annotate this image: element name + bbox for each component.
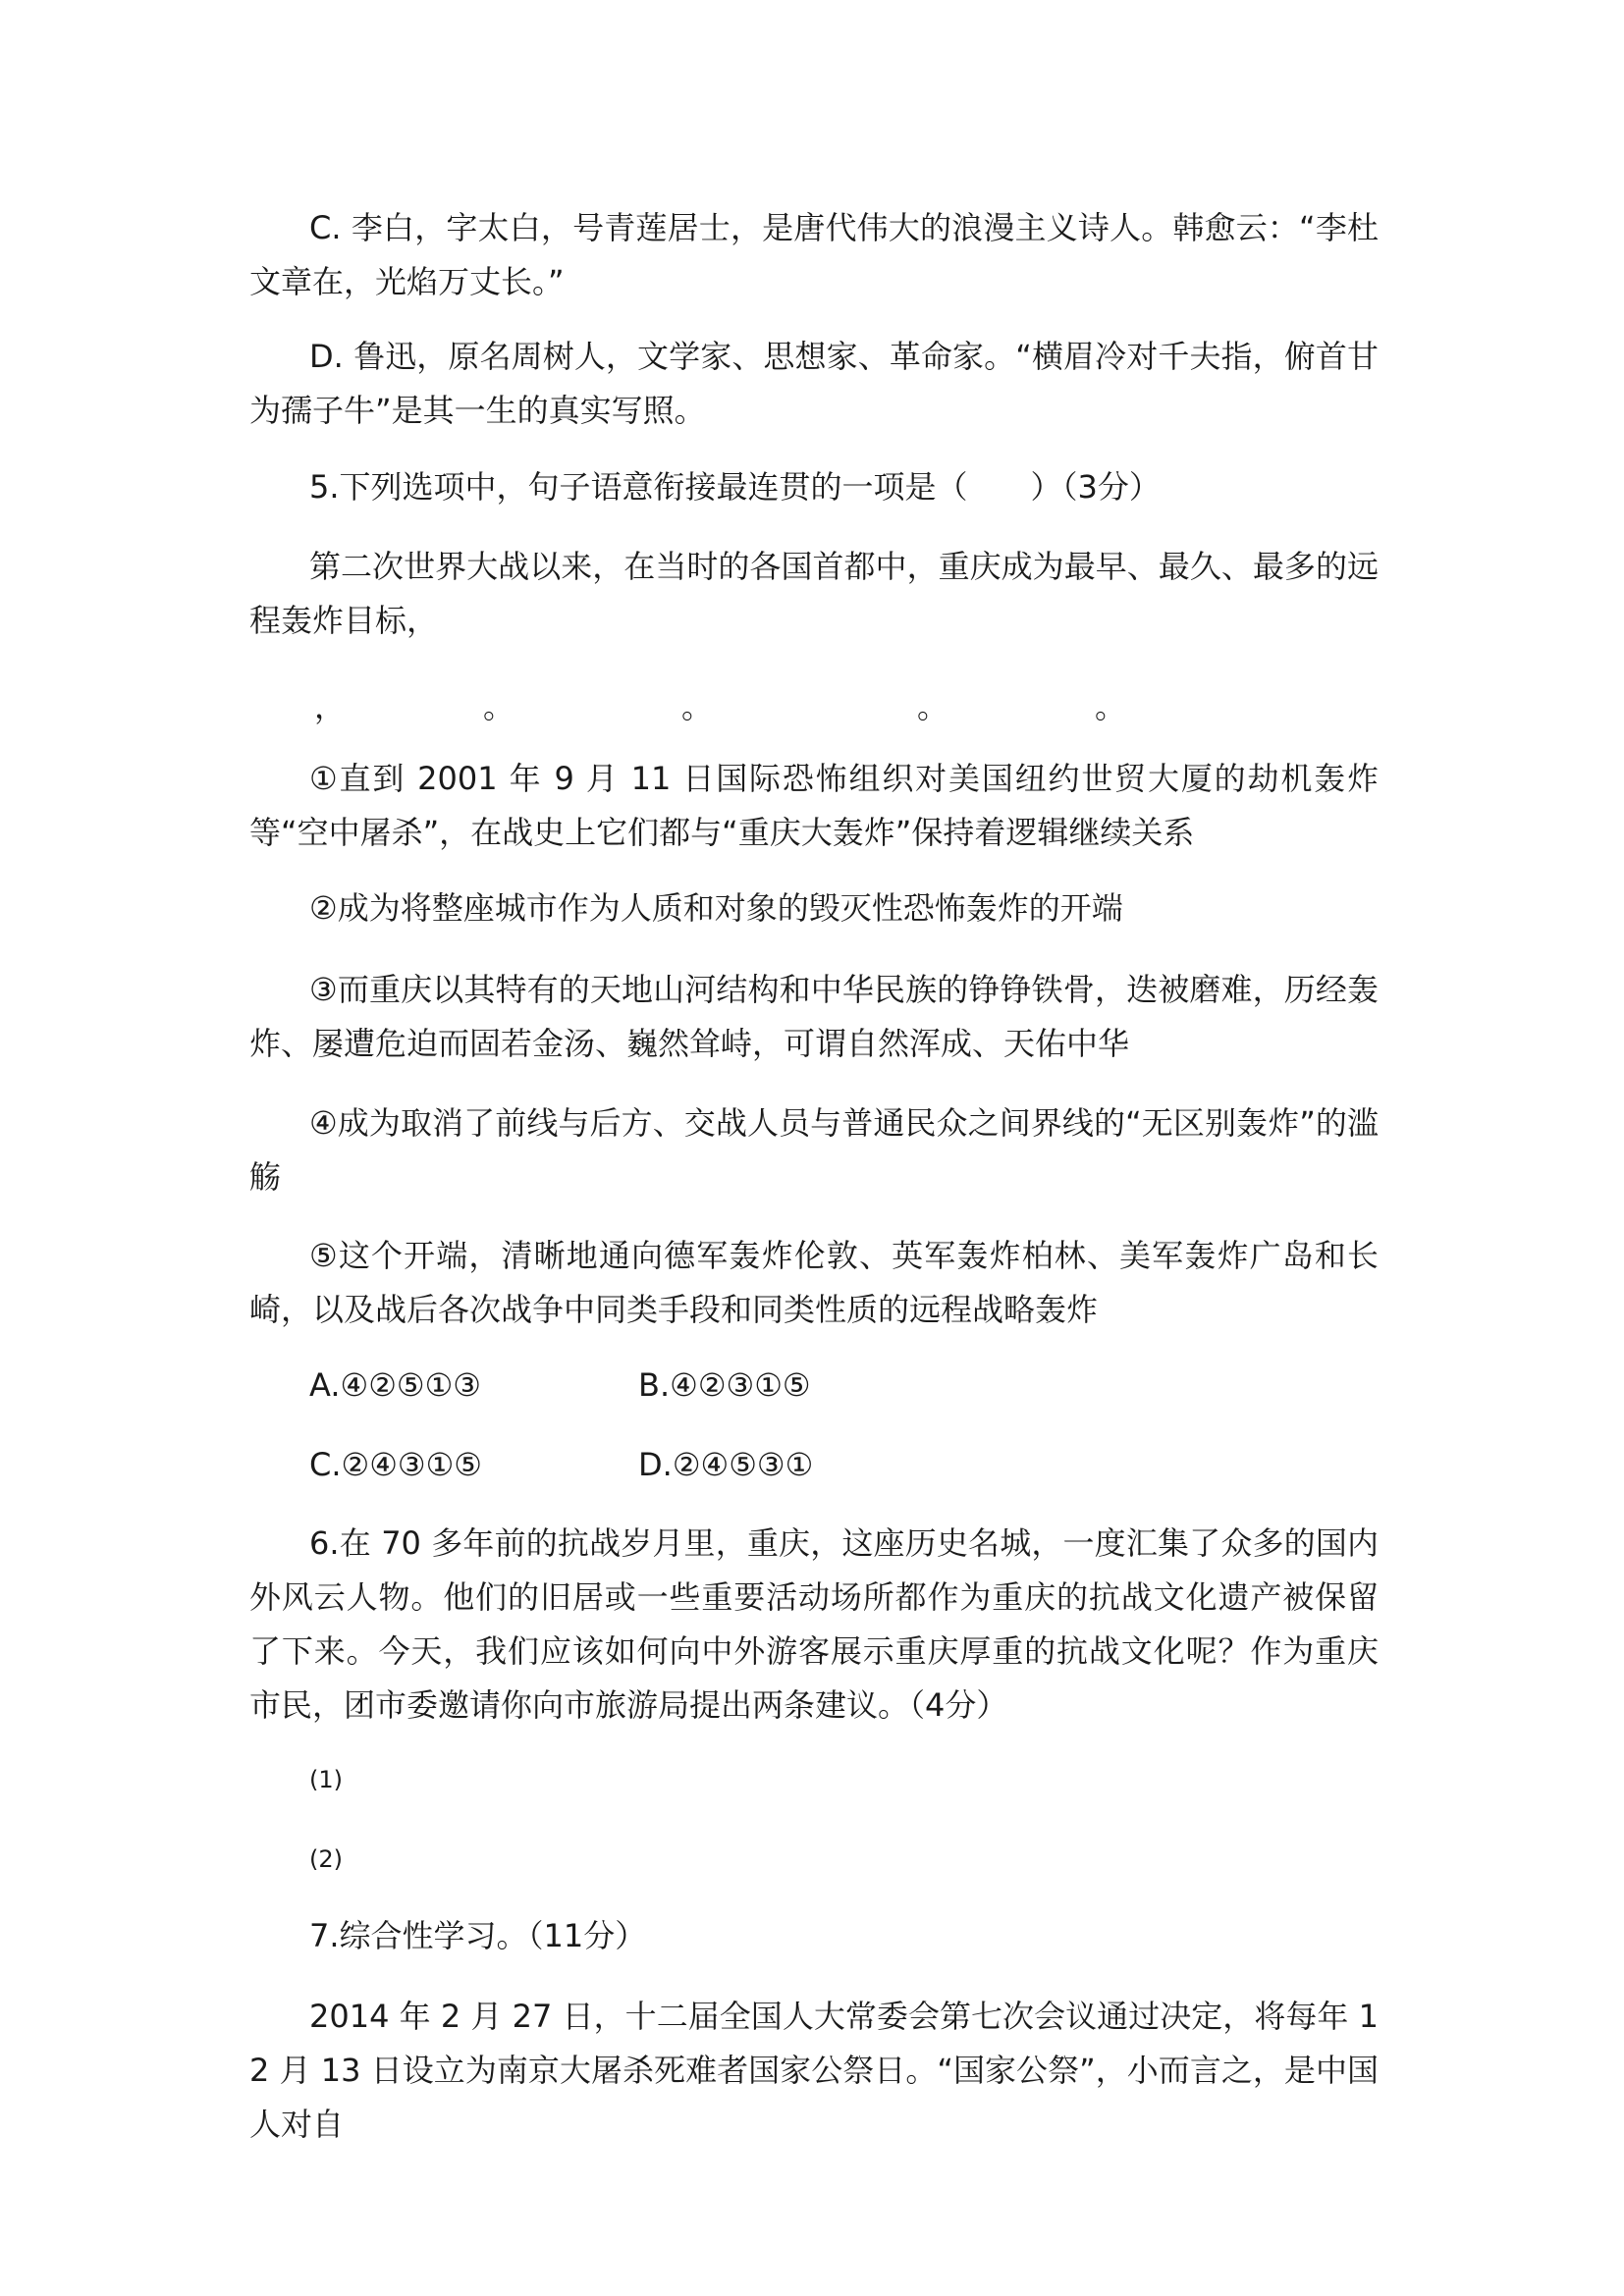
sentence-5: ⑤这个开端，清晰地通向德军轰炸伦敦、英军轰炸柏林、美军轰炸广岛和长崎，以及战后各次战争中同类手段和同类性质的远程战略轰炸 — [249, 1237, 1379, 1328]
question-5-stem: 5.下列选项中，句子语意衔接最连贯的一项是（ ）（3分） — [309, 468, 1161, 506]
answer-2-label: (2) — [309, 1845, 343, 1873]
sentence-2: ②成为将整座城市作为人质和对象的毁灭性恐怖轰炸的开端 — [309, 889, 1123, 927]
blank-mark-2: 。 — [483, 688, 515, 725]
option-c: C.②④③①⑤ — [309, 1446, 482, 1483]
blank-mark-1: ， — [314, 688, 347, 725]
sentence-1: ①直到 2001 年 9 月 11 日国际恐怖组织对美国纽约世贸大厦的劫机轰炸等“空中屠杀”，在战史上它们都与“重庆大轰炸”保持着逻辑继续关系 — [249, 760, 1379, 851]
blank-mark-5: 。 — [1095, 688, 1127, 725]
option-a: A.④②⑤①③ — [309, 1366, 481, 1404]
question-6-stem: 6.在 70 多年前的抗战岁月里，重庆，这座历史名城，一度汇集了众多的国内外风云人物。他们的旧居或一些重要活动场所都作为重庆的抗战文化遗产被保留了下来。今天，我们应该如何向中外游客展示重庆厚重的抗战文化呢？作为重庆市民，团市委邀请你向市旅游局提出两条建议。（4分） — [249, 1524, 1379, 1724]
sentence-3: ③而重庆以其特有的天地山河结构和中华民族的铮铮铁骨，迭被磨难，历经轰炸、屡遭危迫而固若金汤、巍然耸峙，可谓自然浑成、天佑中华 — [249, 971, 1379, 1062]
question-7-stem: 7.综合性学习。（11分） — [309, 1917, 647, 1954]
sentence-4: ④成为取消了前线与后方、交战人员与普通民众之间界线的“无区别轰炸”的滥觞 — [249, 1104, 1379, 1196]
option-d-prev-question: D. 鲁迅，原名周树人，文学家、思想家、革命家。“横眉冷对千夫指，俯首甘为孺子牛”是其一生的真实写照。 — [249, 338, 1379, 429]
option-b: B.④②③①⑤ — [638, 1366, 811, 1404]
blank-mark-3: 。 — [681, 688, 714, 725]
option-d: D.②④⑤③① — [638, 1446, 814, 1483]
question-7-passage: 2014 年 2 月 27 日，十二届全国人大常委会第七次会议通过决定，将每年 12 月 13 日设立为南京大屠杀死难者国家公祭日。“国家公祭”，小而言之，是中国人对自 — [249, 1998, 1379, 2143]
question-5-passage: 第二次世界大战以来，在当时的各国首都中，重庆成为最早、最久、最多的远程轰炸目标， — [249, 548, 1379, 639]
option-c-prev-question: C. 李白，字太白，号青莲居士，是唐代伟大的浪漫主义诗人。韩愈云：“李杜文章在，光焰万丈长。” — [249, 209, 1379, 300]
answer-1-label: (1) — [309, 1766, 343, 1793]
blank-mark-4: 。 — [917, 688, 949, 725]
